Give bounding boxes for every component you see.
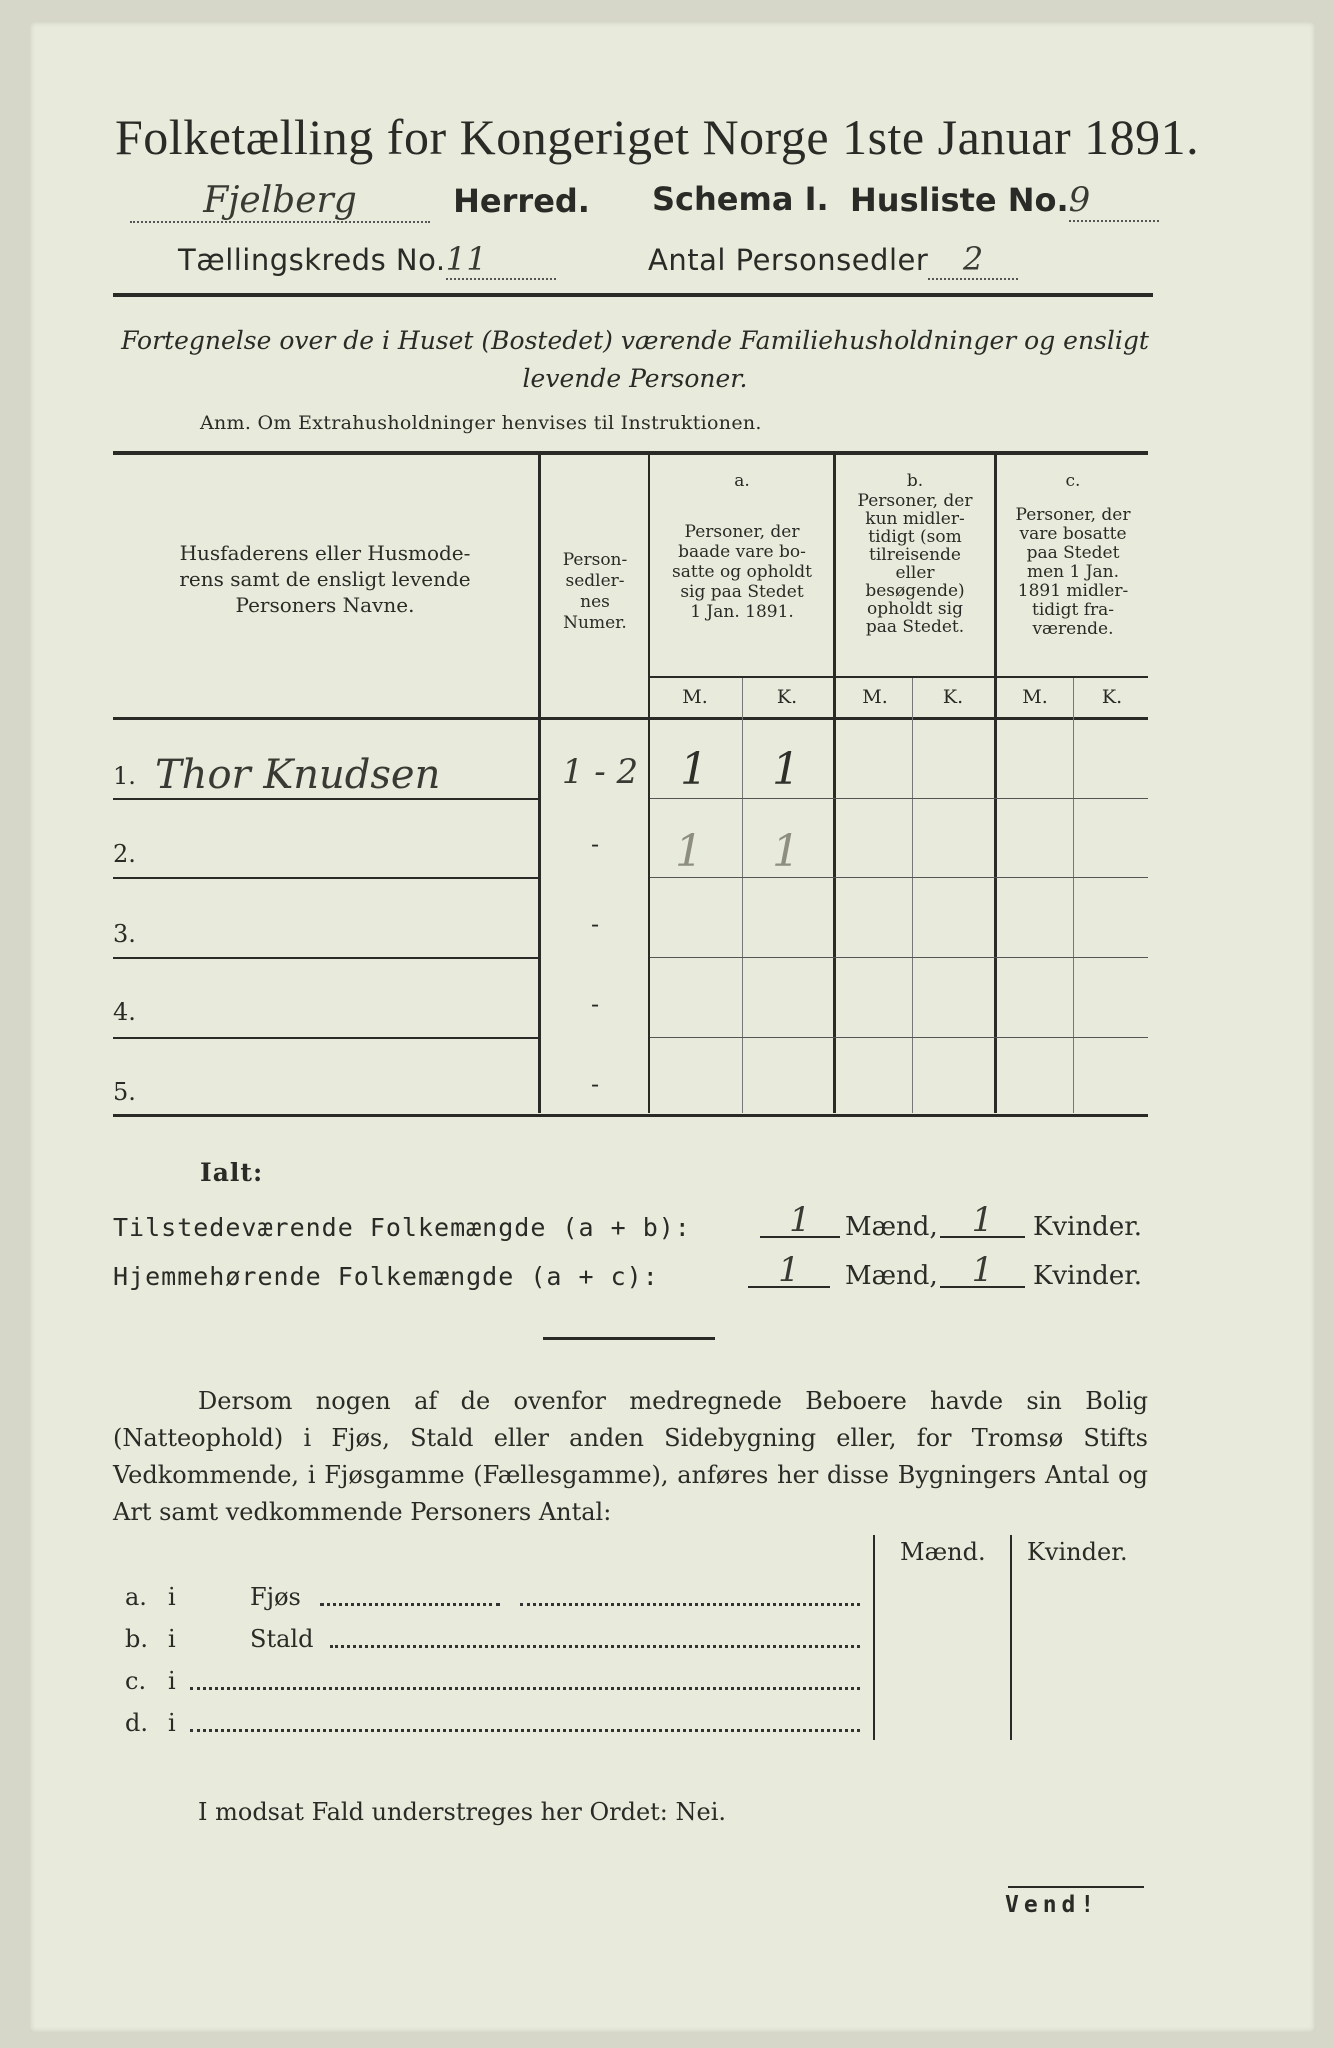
row-rule xyxy=(113,1037,538,1039)
table-header-rule xyxy=(113,717,1148,720)
description-line2: levende Personer. xyxy=(522,364,748,393)
personsedler-line xyxy=(648,240,1018,280)
building-label: Fjøs xyxy=(250,1583,301,1611)
herred-label: Herred. xyxy=(453,182,590,220)
kvinder-label: Kvinder. xyxy=(1033,1212,1143,1242)
description-line1: Fortegnelse over de i Huset (Bostedet) værende Familiehusholdninger og ensligt xyxy=(121,326,1149,355)
dotted-line xyxy=(520,1603,860,1606)
dotted-line xyxy=(190,1729,860,1732)
col-b-header-line: tilreisende xyxy=(868,545,961,565)
col-b-header-line: opholdt sig xyxy=(867,599,963,619)
table-mk-rule xyxy=(650,676,1148,678)
maend-label: Mænd, xyxy=(845,1212,938,1242)
row-number: 2. xyxy=(113,840,136,868)
col-a-header-line: 1 Jan. 1891. xyxy=(690,602,794,622)
mk-label: K. xyxy=(942,686,964,708)
row-rule xyxy=(113,798,538,800)
form-title: Folketælling for Kongeriget Norge 1ste Januar 1891. xyxy=(115,109,1200,165)
tilstede-kvinder-value: 1 xyxy=(940,1200,1025,1238)
col-c-header-line: tidigt fra- xyxy=(1031,600,1114,620)
col-a-header-line: satte og opholdt xyxy=(672,562,812,582)
schema-label: Schema I. xyxy=(652,180,829,218)
taellingskreds-line xyxy=(178,240,556,280)
row-rule xyxy=(650,877,1148,878)
col-c-header-line: paa Stedet xyxy=(1026,543,1120,563)
table-vline-b-mk xyxy=(912,678,913,1113)
row-numer: - xyxy=(590,990,600,1018)
col-b-header-line: besøgende) xyxy=(865,581,965,601)
husliste-value: 9 xyxy=(1069,180,1159,222)
hjemme-maend-value: 1 xyxy=(748,1250,830,1288)
col-c-header-line: Personer, der xyxy=(1015,505,1131,525)
col-numer-header-line: Person- xyxy=(562,550,628,570)
col-b-letter: b. xyxy=(906,471,924,491)
col-b-header-line: eller xyxy=(895,563,935,583)
anm-note: Anm. Om Extrahusholdninger henvises til Instruktionen. xyxy=(200,412,762,434)
row-a-m: 1 xyxy=(675,826,703,877)
row-rule xyxy=(650,1037,1148,1038)
row-name: Thor Knudsen xyxy=(155,752,441,798)
row-rule xyxy=(650,957,1148,958)
building-letter: b. xyxy=(125,1625,148,1653)
row-number: 5. xyxy=(113,1078,136,1106)
maend-label: Mænd, xyxy=(845,1261,938,1291)
row-number: 4. xyxy=(113,998,136,1026)
row-rule xyxy=(113,957,538,959)
row-number: 3. xyxy=(113,920,136,948)
col-b-header-line: Personer, der xyxy=(857,491,973,511)
col-a-header-line: Personer, der xyxy=(684,522,800,542)
vend-rule xyxy=(1008,1886,1144,1888)
building-i: i xyxy=(168,1709,176,1737)
husliste-label: Husliste No. xyxy=(850,181,1069,219)
building-i: i xyxy=(168,1583,176,1611)
col-c-header-line: værende. xyxy=(1032,619,1114,639)
col-c-header-line: men 1 Jan. xyxy=(1026,562,1120,582)
buildings-vline-left xyxy=(873,1535,875,1740)
col-names-header xyxy=(120,540,530,618)
row-numer: - xyxy=(590,910,600,938)
table-vline-names xyxy=(538,455,541,1113)
herred-line xyxy=(130,180,590,223)
row-numer: - xyxy=(590,830,600,858)
col-numer-header-line: nes xyxy=(580,592,610,612)
table-vline-c-mk xyxy=(1073,678,1074,1113)
building-letter: c. xyxy=(125,1667,147,1695)
buildings-paragraph: Dersom nogen af de ovenfor medregnede Beboere havde sin Bolig (Natteophold) i Fjøs, Stald eller anden Sidebygning eller, for Tromsø Stifts Vedkommende, i Fjøsgamme (Fællesgamme), anføres her disse Bygningers Antal og Art samt vedkommende Personers Antal: xyxy=(113,1387,1148,1526)
personsedler-label: Antal Personsedler xyxy=(648,243,929,277)
row-number: 1. xyxy=(113,762,136,790)
row-a-k: 1 xyxy=(772,826,800,877)
kvinder-label: Kvinder. xyxy=(1033,1261,1143,1291)
mk-label: M. xyxy=(682,686,708,708)
row-rule xyxy=(650,798,1148,799)
col-b-header-line: paa Stedet. xyxy=(865,617,965,637)
building-i: i xyxy=(168,1667,176,1695)
table-top-rule xyxy=(113,451,1148,455)
col-a-letter: a. xyxy=(734,471,750,491)
col-names-header-line: Personers Navne. xyxy=(235,593,415,617)
personsedler-value: 2 xyxy=(928,240,1018,280)
col-b-header-line: tidigt (som xyxy=(868,527,962,547)
tilstede-label: Tilstedeværende Folkemængde (a + b): xyxy=(113,1213,691,1242)
herred-value: Fjelberg xyxy=(130,180,430,223)
col-a-header xyxy=(652,522,832,622)
taellingskreds-value: 11 xyxy=(446,240,556,280)
col-c-header-line: 1891 midler- xyxy=(1017,581,1129,601)
col-b-header-line: kun midler- xyxy=(865,509,965,529)
col-numer-header xyxy=(543,550,647,634)
section-divider xyxy=(543,1337,715,1340)
mk-label: K. xyxy=(1101,686,1123,708)
dotted-line xyxy=(190,1687,860,1690)
buildings-vline-right xyxy=(1010,1535,1012,1740)
building-letter: d. xyxy=(125,1709,148,1737)
mk-label: M. xyxy=(862,686,888,708)
table-bottom-rule xyxy=(113,1114,1148,1117)
header-rule xyxy=(113,293,1153,297)
col-names-header-line: rens samt de ensligt levende xyxy=(179,567,471,591)
col-b-header xyxy=(837,492,993,636)
buildings-maend-col: Mænd. xyxy=(900,1538,986,1566)
table-vline-a xyxy=(833,455,836,1113)
hjemme-kvinder-value: 1 xyxy=(940,1250,1025,1288)
col-c-header-line: vare bosatte xyxy=(1019,524,1127,544)
row-numer: - xyxy=(590,1070,600,1098)
col-a-header-line: baade vare bo- xyxy=(678,542,806,562)
col-c-letter: c. xyxy=(1065,471,1081,491)
col-names-header-line: Husfaderens eller Husmode- xyxy=(179,541,471,565)
row-a-k: 1 xyxy=(772,744,800,795)
dotted-line xyxy=(330,1645,860,1648)
mk-label: M. xyxy=(1022,686,1048,708)
building-i: i xyxy=(168,1625,176,1653)
building-label: Stald xyxy=(250,1625,314,1653)
table-vline-numer xyxy=(648,455,650,1113)
row-rule xyxy=(113,877,538,879)
buildings-kvinder-col: Kvinder. xyxy=(1027,1538,1128,1566)
mk-label: K. xyxy=(776,686,798,708)
row-a-m: 1 xyxy=(680,744,708,795)
building-letter: a. xyxy=(125,1583,147,1611)
col-numer-header-line: Numer. xyxy=(563,613,627,633)
table-vline-a-mk xyxy=(742,678,743,1113)
modsat-text: I modsat Fald understreges her Ordet: Nei. xyxy=(198,1798,727,1826)
husliste-line xyxy=(850,180,1159,222)
description xyxy=(115,322,1155,398)
dotted-line xyxy=(320,1603,500,1606)
col-a-header-line: sig paa Stedet xyxy=(680,582,804,602)
taellingskreds-label: Tællingskreds No. xyxy=(178,243,446,277)
col-c-header xyxy=(998,506,1148,639)
tilstede-maend-value: 1 xyxy=(760,1200,840,1238)
ialt-label: Ialt: xyxy=(200,1158,264,1187)
table-vline-b xyxy=(994,455,997,1113)
hjemme-label: Hjemmehørende Folkemængde (a + c): xyxy=(113,1262,659,1291)
row-numer: 1 - 2 xyxy=(561,752,639,792)
col-numer-header-line: sedler- xyxy=(565,571,625,591)
vend-label: Vend! xyxy=(1005,1892,1100,1918)
